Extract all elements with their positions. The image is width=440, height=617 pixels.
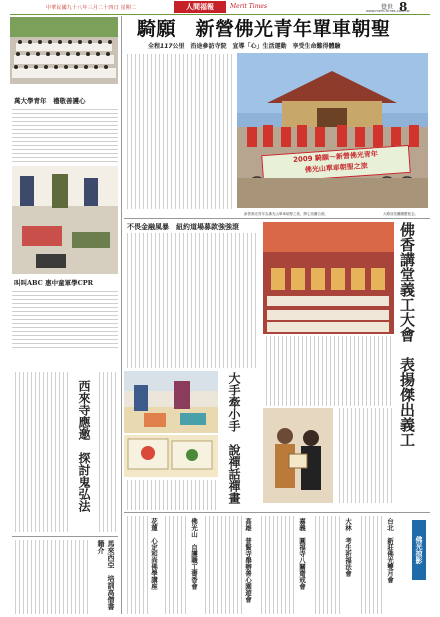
main-subhead-distance: 117 [160, 43, 173, 50]
volunteers-photo [263, 222, 394, 334]
caption-cyclists-right: 大殿前拍攝團體留念。 [383, 212, 418, 216]
cpr-photo-illustration [12, 166, 118, 274]
art-painting-illustration [124, 435, 218, 477]
banner-line-1: 2009 騎願～新營佛光青年 [292, 150, 379, 164]
story-body-staff [162, 516, 188, 614]
main-subhead-prefix: 全程 [148, 43, 161, 50]
story-body-hsilai-2 [96, 372, 118, 532]
story-title-malaysia: 馬來西亞 培訓高僧書籍介 [97, 540, 116, 610]
story-title-hsilai: 西來寺應邀 探討鬼弘法 [77, 380, 91, 512]
story-body-dalin [312, 516, 342, 614]
story-body-hualien [124, 516, 148, 614]
volunteers-photo-illustration [263, 222, 394, 334]
page-number: 8 [399, 0, 408, 14]
art-class-photo [124, 371, 218, 433]
divider-under-main [124, 218, 430, 219]
story-body-newyork [124, 233, 256, 368]
story-title-dalin: 大林 考生祈福法會 [344, 518, 352, 577]
main-story-body [124, 54, 232, 209]
story-body-university [12, 106, 118, 164]
story-title-art: 大手牽小手 說禪話禪畫 [227, 372, 241, 504]
main-subhead-rest: 公里 沿途參訪寺院 宣導「心」生活運動 享受生命難得體驗 [172, 43, 341, 50]
story-title-staff: 佛光山 自護職工書香會 [190, 518, 198, 590]
award-photo-illustration [263, 408, 333, 503]
story-body-kaohsiung [202, 516, 242, 614]
story-body-award [336, 408, 394, 503]
issue-date: 中華民國九十八年三月二十四日 星期二 [46, 5, 137, 11]
cpr-photo [12, 166, 118, 274]
caption-cyclists-left: 新營佛光青年為佛光山單車朝聖之旅，開心拍攝合照。 [244, 212, 328, 216]
story-title-volunteers: 佛香講堂義工大會 表揚傑出義工 [398, 222, 416, 447]
banner-line-2: 佛光山單車朝聖之旅 [304, 161, 368, 175]
story-title-university: 萬大學青年 禮敬善護心 [14, 97, 86, 105]
story-body-volunteers [263, 336, 394, 406]
divider-left-bottom [12, 536, 118, 537]
art-class-photo-illustration [124, 371, 218, 433]
group-photo-illustration [10, 17, 118, 84]
story-body-hsilai [12, 372, 70, 532]
cyclists-photo-2 [237, 178, 428, 208]
group-photo-university [10, 17, 118, 84]
story-body-cpr [12, 288, 118, 348]
story-title-newyork: 不畏金融風暴 紐約道場募款強強滾 [127, 223, 239, 231]
award-photo [263, 408, 333, 503]
story-body-art [124, 480, 218, 510]
art-painting-photo [124, 435, 218, 477]
story-body-malaysia [12, 540, 90, 614]
story-body-chiayi [258, 516, 296, 614]
story-title-kaohsiung: 高雄 普賢寺舉辦善心園遊會 [244, 518, 252, 603]
site-url: www.merit-times.com.tw [366, 9, 410, 13]
main-headline: 騎願 新營佛光青年單車朝聖 [137, 18, 391, 40]
story-body-taipei [358, 516, 382, 614]
corner-tag: 佛光掠影 [412, 520, 426, 580]
story-title-chiayi: 嘉義 圓福寺八關齋戒會 [298, 518, 306, 590]
column-divider-left [121, 16, 122, 614]
story-title-cpr: 叫叫ABC 惠中童軍學CPR [14, 279, 94, 287]
section-name: 覺世 [381, 4, 394, 11]
story-title-hualien: 花蓮 心定和尚佛學講座 [150, 518, 158, 590]
main-subhead [148, 41, 341, 50]
newspaper-logo: 人間福報 [174, 1, 226, 13]
newspaper-logo-english: Merit Times [230, 3, 268, 10]
divider-bottom-row [124, 512, 430, 513]
story-title-taipei: 台北 新莊佛光雙月會 [386, 518, 394, 583]
